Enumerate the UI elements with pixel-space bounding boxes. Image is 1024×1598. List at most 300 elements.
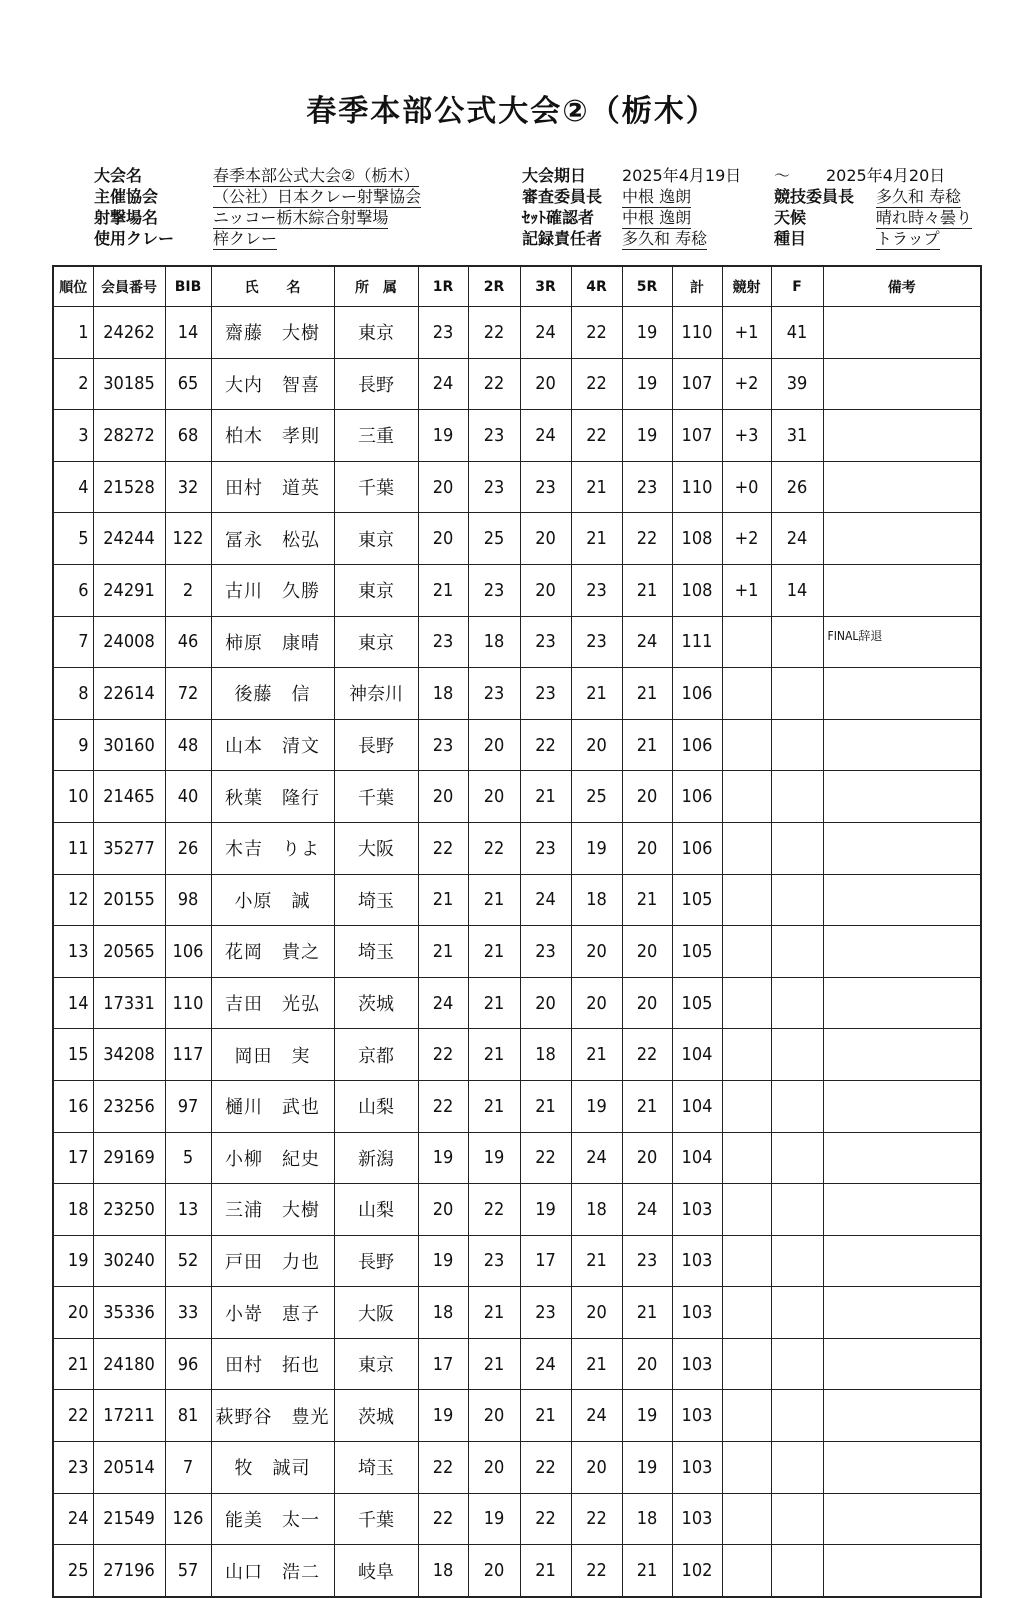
clay-label: 使用クレー	[94, 229, 175, 248]
total-cell: 110	[672, 307, 722, 359]
table-row	[53, 1132, 981, 1184]
name-cell: 萩野谷 豊光	[211, 1390, 334, 1442]
col-header-total: 計	[672, 266, 722, 307]
round-3-cell: 21	[520, 1545, 571, 1597]
round-1-cell: 21	[418, 926, 468, 978]
rank-cell: 2	[53, 358, 93, 410]
table-row	[53, 771, 981, 823]
shootoff-cell	[722, 616, 771, 668]
member-number-cell: 35277	[93, 822, 165, 874]
col-header-r4: 4R	[571, 266, 622, 307]
shootoff-cell	[722, 771, 771, 823]
round-1-cell: 23	[418, 307, 468, 359]
col-header-r1: 1R	[418, 266, 468, 307]
round-4-cell: 22	[571, 358, 622, 410]
table-row	[53, 358, 981, 410]
round-5-cell: 21	[622, 719, 672, 771]
event-type-label: 種目	[774, 229, 807, 248]
round-2-cell: 20	[468, 1545, 520, 1597]
member-number-cell: 28272	[93, 410, 165, 462]
affiliation-cell: 茨城	[334, 977, 418, 1029]
rank-cell: 15	[53, 1029, 93, 1081]
affiliation-cell: 山梨	[334, 1080, 418, 1132]
rank-cell: 8	[53, 668, 93, 720]
round-5-cell: 19	[622, 307, 672, 359]
round-4-cell: 18	[571, 1184, 622, 1236]
round-5-cell: 18	[622, 1493, 672, 1545]
shootoff-cell	[722, 1287, 771, 1339]
table-row	[53, 513, 981, 565]
shootoff-cell	[722, 1493, 771, 1545]
round-5-cell: 20	[622, 771, 672, 823]
affiliation-cell: 東京	[334, 513, 418, 565]
name-cell: 田村 拓也	[211, 1338, 334, 1390]
rank-cell: 10	[53, 771, 93, 823]
final-cell	[771, 1080, 823, 1132]
remarks-cell: FINAL辞退	[823, 616, 981, 668]
shootoff-cell	[722, 1338, 771, 1390]
round-3-cell: 24	[520, 410, 571, 462]
affiliation-cell: 長野	[334, 1235, 418, 1287]
col-header-affiliation: 所 属	[334, 266, 418, 307]
rank-cell: 14	[53, 977, 93, 1029]
period-tilde: ～	[774, 166, 791, 185]
round-1-cell: 18	[418, 668, 468, 720]
round-3-cell: 23	[520, 926, 571, 978]
round-5-cell: 21	[622, 1080, 672, 1132]
remarks-cell	[823, 1029, 981, 1081]
weather-value: 晴れ時々曇り	[876, 208, 973, 227]
round-2-cell: 19	[468, 1493, 520, 1545]
total-cell: 103	[672, 1235, 722, 1287]
record-label: 記録責任者	[522, 229, 603, 248]
round-5-cell: 23	[622, 461, 672, 513]
round-5-cell: 21	[622, 668, 672, 720]
round-1-cell: 22	[418, 1080, 468, 1132]
round-5-cell: 22	[622, 513, 672, 565]
total-cell: 104	[672, 1080, 722, 1132]
round-2-cell: 25	[468, 513, 520, 565]
round-2-cell: 23	[468, 564, 520, 616]
round-3-cell: 22	[520, 1493, 571, 1545]
final-cell	[771, 1390, 823, 1442]
remarks-cell	[823, 564, 981, 616]
round-3-cell: 24	[520, 307, 571, 359]
name-cell: 齋藤 大樹	[211, 307, 334, 359]
bib-cell: 57	[165, 1545, 211, 1597]
total-cell: 108	[672, 564, 722, 616]
bib-cell: 7	[165, 1442, 211, 1494]
table-row	[53, 926, 981, 978]
member-number-cell: 20565	[93, 926, 165, 978]
shootoff-cell	[722, 1390, 771, 1442]
remarks-cell	[823, 461, 981, 513]
affiliation-cell: 大阪	[334, 1287, 418, 1339]
rank-cell: 13	[53, 926, 93, 978]
member-number-cell: 24262	[93, 307, 165, 359]
rank-cell: 17	[53, 1132, 93, 1184]
affiliation-cell: 大阪	[334, 822, 418, 874]
table-row	[53, 1235, 981, 1287]
final-cell	[771, 1287, 823, 1339]
final-cell	[771, 977, 823, 1029]
rank-cell: 23	[53, 1442, 93, 1494]
round-3-cell: 18	[520, 1029, 571, 1081]
rank-cell: 18	[53, 1184, 93, 1236]
round-4-cell: 22	[571, 410, 622, 462]
member-number-cell: 35336	[93, 1287, 165, 1339]
table-row	[53, 1184, 981, 1236]
table-row	[53, 1442, 981, 1494]
round-3-cell: 23	[520, 822, 571, 874]
name-cell: 柿原 康晴	[211, 616, 334, 668]
record-value: 多久和 寿稔	[622, 229, 708, 248]
remarks-cell	[823, 1493, 981, 1545]
round-2-cell: 23	[468, 668, 520, 720]
round-3-cell: 23	[520, 668, 571, 720]
affiliation-cell: 埼玉	[334, 926, 418, 978]
round-4-cell: 20	[571, 1287, 622, 1339]
period-label: 大会期日	[522, 166, 587, 185]
name-cell: 能美 太一	[211, 1493, 334, 1545]
round-1-cell: 18	[418, 1287, 468, 1339]
round-4-cell: 19	[571, 1080, 622, 1132]
final-cell	[771, 822, 823, 874]
total-cell: 107	[672, 358, 722, 410]
page-title: 春季本部公式大会②（栃木）	[306, 94, 718, 129]
rank-cell: 6	[53, 564, 93, 616]
host-value: （公社）日本クレー射撃協会	[213, 187, 422, 206]
round-1-cell: 21	[418, 564, 468, 616]
member-number-cell: 21549	[93, 1493, 165, 1545]
table-row	[53, 719, 981, 771]
name-cell: 大内 智喜	[211, 358, 334, 410]
round-2-cell: 22	[468, 1184, 520, 1236]
round-4-cell: 21	[571, 1235, 622, 1287]
round-4-cell: 20	[571, 719, 622, 771]
period-end: 2025年4月20日	[826, 166, 946, 185]
rank-cell: 3	[53, 410, 93, 462]
name-cell: 牧 誠司	[211, 1442, 334, 1494]
name-cell: 戸田 力也	[211, 1235, 334, 1287]
rank-cell: 22	[53, 1390, 93, 1442]
table-row	[53, 874, 981, 926]
remarks-cell	[823, 874, 981, 926]
name-cell: 小柳 紀史	[211, 1132, 334, 1184]
round-4-cell: 21	[571, 1029, 622, 1081]
shootoff-cell	[722, 926, 771, 978]
table-row	[53, 410, 981, 462]
affiliation-cell: 茨城	[334, 1390, 418, 1442]
member-number-cell: 21528	[93, 461, 165, 513]
member-number-cell: 30185	[93, 358, 165, 410]
round-4-cell: 24	[571, 1132, 622, 1184]
col-header-bib: BIB	[165, 266, 211, 307]
bib-cell: 117	[165, 1029, 211, 1081]
round-5-cell: 21	[622, 1545, 672, 1597]
member-number-cell: 23250	[93, 1184, 165, 1236]
round-3-cell: 23	[520, 1287, 571, 1339]
round-1-cell: 20	[418, 771, 468, 823]
jury-value: 中根 逸朗	[622, 187, 692, 206]
final-cell	[771, 1545, 823, 1597]
round-1-cell: 22	[418, 1029, 468, 1081]
shootoff-cell	[722, 822, 771, 874]
round-1-cell: 23	[418, 719, 468, 771]
tech-label: 競技委員長	[774, 187, 855, 206]
round-3-cell: 23	[520, 461, 571, 513]
shootoff-cell: +1	[722, 564, 771, 616]
round-3-cell: 21	[520, 1080, 571, 1132]
affiliation-cell: 東京	[334, 616, 418, 668]
final-cell	[771, 1493, 823, 1545]
round-5-cell: 19	[622, 1390, 672, 1442]
bib-cell: 98	[165, 874, 211, 926]
rank-cell: 7	[53, 616, 93, 668]
total-cell: 103	[672, 1390, 722, 1442]
table-row	[53, 307, 981, 359]
final-cell	[771, 1338, 823, 1390]
final-cell: 31	[771, 410, 823, 462]
shootoff-cell: +0	[722, 461, 771, 513]
round-1-cell: 22	[418, 1442, 468, 1494]
event-name-value: 春季本部公式大会②（栃木）	[213, 166, 420, 185]
name-cell: 花岡 貴之	[211, 926, 334, 978]
member-number-cell: 20514	[93, 1442, 165, 1494]
round-5-cell: 23	[622, 1235, 672, 1287]
round-5-cell: 21	[622, 564, 672, 616]
clay-value: 梓クレー	[213, 229, 278, 248]
round-3-cell: 17	[520, 1235, 571, 1287]
host-label: 主催協会	[94, 187, 159, 206]
round-2-cell: 23	[468, 461, 520, 513]
table-row	[53, 1493, 981, 1545]
col-header-final: F	[771, 266, 823, 307]
remarks-cell	[823, 822, 981, 874]
remarks-cell	[823, 771, 981, 823]
round-1-cell: 20	[418, 1184, 468, 1236]
member-number-cell: 24180	[93, 1338, 165, 1390]
member-number-cell: 17211	[93, 1390, 165, 1442]
shootoff-cell	[722, 719, 771, 771]
final-cell: 26	[771, 461, 823, 513]
round-3-cell: 19	[520, 1184, 571, 1236]
results-body	[53, 307, 981, 1597]
tech-value: 多久和 寿稔	[876, 187, 962, 206]
table-row	[53, 616, 981, 668]
range-value: ニッコー栃木綜合射撃場	[213, 208, 389, 227]
round-2-cell: 20	[468, 719, 520, 771]
round-4-cell: 21	[571, 461, 622, 513]
bib-cell: 126	[165, 1493, 211, 1545]
final-cell	[771, 1442, 823, 1494]
total-cell: 106	[672, 822, 722, 874]
round-3-cell: 24	[520, 1338, 571, 1390]
name-cell: 木吉 りよ	[211, 822, 334, 874]
table-row	[53, 1390, 981, 1442]
round-3-cell: 20	[520, 358, 571, 410]
bib-cell: 14	[165, 307, 211, 359]
round-5-cell: 20	[622, 822, 672, 874]
rank-cell: 16	[53, 1080, 93, 1132]
rank-cell: 25	[53, 1545, 93, 1597]
name-cell: 山本 清文	[211, 719, 334, 771]
affiliation-cell: 長野	[334, 719, 418, 771]
bib-cell: 72	[165, 668, 211, 720]
round-5-cell: 24	[622, 616, 672, 668]
final-cell: 24	[771, 513, 823, 565]
remarks-cell	[823, 1235, 981, 1287]
bib-cell: 68	[165, 410, 211, 462]
shootoff-cell	[722, 977, 771, 1029]
round-4-cell: 20	[571, 977, 622, 1029]
weather-label: 天候	[774, 208, 807, 227]
table-row	[53, 1545, 981, 1597]
total-cell: 106	[672, 668, 722, 720]
table-row	[53, 564, 981, 616]
shootoff-cell	[722, 1029, 771, 1081]
name-cell: 田村 道英	[211, 461, 334, 513]
table-row	[53, 668, 981, 720]
member-number-cell: 24008	[93, 616, 165, 668]
rank-cell: 24	[53, 1493, 93, 1545]
affiliation-cell: 新潟	[334, 1132, 418, 1184]
round-2-cell: 21	[468, 874, 520, 926]
remarks-cell	[823, 977, 981, 1029]
shootoff-cell	[722, 1442, 771, 1494]
round-3-cell: 22	[520, 1442, 571, 1494]
bib-cell: 81	[165, 1390, 211, 1442]
shootoff-cell: +2	[722, 358, 771, 410]
member-number-cell: 21465	[93, 771, 165, 823]
round-4-cell: 25	[571, 771, 622, 823]
affiliation-cell: 東京	[334, 307, 418, 359]
shootoff-cell: +1	[722, 307, 771, 359]
round-4-cell: 22	[571, 307, 622, 359]
final-cell	[771, 616, 823, 668]
name-cell: 吉田 光弘	[211, 977, 334, 1029]
set-label: ｾｯﾄ確認者	[522, 208, 595, 227]
affiliation-cell: 埼玉	[334, 874, 418, 926]
round-4-cell: 21	[571, 1338, 622, 1390]
shootoff-cell: +2	[722, 513, 771, 565]
affiliation-cell: 岐阜	[334, 1545, 418, 1597]
table-row	[53, 977, 981, 1029]
bib-cell: 106	[165, 926, 211, 978]
round-3-cell: 20	[520, 977, 571, 1029]
final-cell	[771, 926, 823, 978]
total-cell: 111	[672, 616, 722, 668]
round-4-cell: 18	[571, 874, 622, 926]
member-number-cell: 22614	[93, 668, 165, 720]
round-3-cell: 20	[520, 513, 571, 565]
member-number-cell: 23256	[93, 1080, 165, 1132]
remarks-cell	[823, 719, 981, 771]
remarks-cell	[823, 1545, 981, 1597]
round-5-cell: 20	[622, 1132, 672, 1184]
remarks-cell	[823, 1390, 981, 1442]
round-2-cell: 21	[468, 1080, 520, 1132]
round-3-cell: 23	[520, 616, 571, 668]
total-cell: 108	[672, 513, 722, 565]
range-label: 射撃場名	[94, 208, 159, 227]
total-cell: 103	[672, 1442, 722, 1494]
member-number-cell: 30240	[93, 1235, 165, 1287]
round-1-cell: 24	[418, 358, 468, 410]
round-2-cell: 22	[468, 307, 520, 359]
name-cell: 岡田 実	[211, 1029, 334, 1081]
name-cell: 三浦 大樹	[211, 1184, 334, 1236]
round-5-cell: 20	[622, 1338, 672, 1390]
remarks-cell	[823, 1442, 981, 1494]
bib-cell: 13	[165, 1184, 211, 1236]
col-header-member: 会員番号	[93, 266, 165, 307]
round-1-cell: 19	[418, 1390, 468, 1442]
bib-cell: 33	[165, 1287, 211, 1339]
round-3-cell: 21	[520, 1390, 571, 1442]
affiliation-cell: 東京	[334, 1338, 418, 1390]
rank-cell: 11	[53, 822, 93, 874]
round-1-cell: 22	[418, 822, 468, 874]
round-1-cell: 19	[418, 1132, 468, 1184]
round-2-cell: 21	[468, 926, 520, 978]
remarks-cell	[823, 410, 981, 462]
rank-cell: 1	[53, 307, 93, 359]
total-cell: 103	[672, 1184, 722, 1236]
final-cell	[771, 1029, 823, 1081]
affiliation-cell: 神奈川	[334, 668, 418, 720]
round-1-cell: 24	[418, 977, 468, 1029]
final-cell: 39	[771, 358, 823, 410]
round-4-cell: 22	[571, 1545, 622, 1597]
event-type-value: トラップ	[876, 229, 940, 248]
bib-cell: 32	[165, 461, 211, 513]
affiliation-cell: 三重	[334, 410, 418, 462]
round-5-cell: 19	[622, 1442, 672, 1494]
name-cell: 小原 誠	[211, 874, 334, 926]
remarks-cell	[823, 668, 981, 720]
affiliation-cell: 千葉	[334, 461, 418, 513]
col-header-shootoff: 競射	[722, 266, 771, 307]
name-cell: 柏木 孝則	[211, 410, 334, 462]
rank-cell: 20	[53, 1287, 93, 1339]
remarks-cell	[823, 1287, 981, 1339]
round-1-cell: 20	[418, 513, 468, 565]
total-cell: 103	[672, 1338, 722, 1390]
bib-cell: 96	[165, 1338, 211, 1390]
round-2-cell: 21	[468, 1287, 520, 1339]
total-cell: 105	[672, 977, 722, 1029]
total-cell: 106	[672, 771, 722, 823]
round-1-cell: 22	[418, 1493, 468, 1545]
round-2-cell: 20	[468, 1442, 520, 1494]
table-row	[53, 1287, 981, 1339]
round-5-cell: 21	[622, 1287, 672, 1339]
round-3-cell: 22	[520, 719, 571, 771]
name-cell: 樋川 武也	[211, 1080, 334, 1132]
final-cell	[771, 719, 823, 771]
remarks-cell	[823, 358, 981, 410]
rank-cell: 9	[53, 719, 93, 771]
round-4-cell: 20	[571, 1442, 622, 1494]
member-number-cell: 24291	[93, 564, 165, 616]
bib-cell: 110	[165, 977, 211, 1029]
rank-cell: 12	[53, 874, 93, 926]
jury-label: 審査委員長	[522, 187, 603, 206]
affiliation-cell: 千葉	[334, 1493, 418, 1545]
round-5-cell: 19	[622, 410, 672, 462]
bib-cell: 5	[165, 1132, 211, 1184]
